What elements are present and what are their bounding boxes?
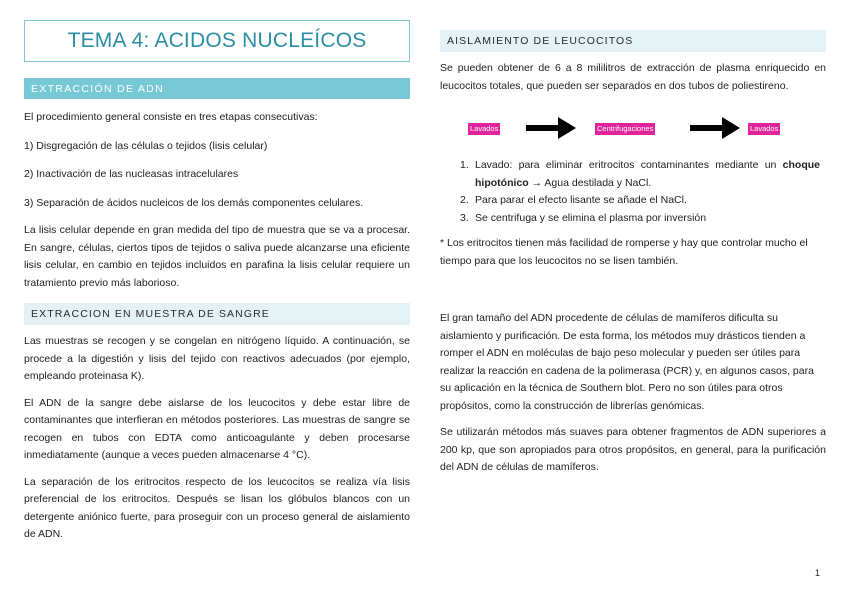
page-title: TEMA 4: ACIDOS NUCLEÍCOS [24,20,410,62]
right-column [440,30,826,477]
sangre-paragraph-3: La separación de los eritrocitos respecto de los leucocitos se realiza vía lisis preferencial de los eritrocitos. Después se lisan los glóbulos blancos con un detergente aniónico fuerte, para proseguir con un proceso general de aislamiento de ADN. [24,475,410,540]
left-column [24,20,410,544]
arrow-right-icon [526,117,576,139]
note-paragraph: * Los eritrocitos tienen más facilidad de romperse y hay que controlar mucho el tiempo para que los leucocitos no se lisen también. [440,237,808,267]
extraction-steps [24,109,410,212]
step-2: 2) Inactivación de las nucleasas intracelulares [24,168,239,180]
step-1: 1) Disgregación de las células o tejidos (lisis celular) [24,139,268,152]
section-heading-leucocitos: AISLAMIENTO DE LEUCOCITOS [440,30,826,52]
arrow-right-icon [690,117,740,139]
leucocitos-intro: Se pueden obtener de 6 a 8 mililitros de extracción de plasma enriquecido en leucocitos totales, que pueden ser separados en dos tubos de poliestireno. [440,62,826,92]
list-item-text: Lavado: para eliminar eritrocitos contaminantes mediante un [475,159,777,171]
list-item [440,157,826,192]
step-3: 3) Separación de ácidos nucleicos de los demás componentes celulares. [24,196,364,209]
list-item-text: Se centrifuga y se elimina el plasma por inversión [475,211,707,224]
sangre-paragraph-2: El ADN de la sangre debe aislarse de los leucocitos y debe estar libre de contaminantes que interfieran en métodos posteriores. Las muestras de sangre se recogen en tubos con EDTA como anticoagulante y deben procesarse inmediatamente (aunque a veces pueden almacenarse 4 °C). [24,396,410,461]
page-number: 1 [814,568,820,578]
flow-step-centrifugaciones: Centrifugaciones [597,124,654,133]
sangre-paragraph-1: Las muestras se recogen y se congelan en nitrógeno líquido. A continuación, se procede a la digestión y lisis del tejido con reactivos adecuados (por ejemplo, empleando proteinasa K). [24,335,410,382]
section-heading-sangre: EXTRACCION EN MUESTRA DE SANGRE [24,303,410,325]
process-flow-diagram [440,109,826,149]
list-item-bold: choque hipotónico [475,159,820,189]
metodos-paragraph: Se utilizarán métodos más suaves para obtener fragmentos de ADN superiores a 200 kp, que son apropiados para otros propósitos, en general, para la purificación del ADN de células de mamíferos. [440,426,826,473]
list-item-rest: → Agua destilada y NaCl. [531,176,652,189]
lisis-paragraph: La lisis celular depende en gran medida del tipo de muestra que se va a procesar. En sangre, células, ciertos tipos de tejidos o saliva puede alcanzarse una eficiente lisis celular, en cambio en tejidos incluidos en parafina la lisis celular requiere un tratamiento previo más laborioso. [24,224,410,289]
flow-step-lavados-final: Lavados [750,124,779,133]
list-number: 3. [460,211,469,224]
adn-size-paragraph: El gran tamaño del ADN procedente de células de mamíferos dificulta su aislamiento y purificación. De esta forma, los métodos muy drásticos tienden a romper el ADN en moléculas de bajo peso molecular y pueden ser útiles para realizar la reacción en cadena de la polimerasa (PCR) y, en algunos casos, para su aplicación en la técnica de Southern blot. Pero no son útiles para otros propósitos, como la construcción de librerías genómicas. [440,312,814,412]
list-number: 2. [460,194,469,206]
procedure-list [440,157,826,227]
steps-intro: El procedimiento general consiste en tres etapas consecutivas: [24,111,318,123]
section-heading-extraccion: EXTRACCIÓN DE ADN [24,78,410,99]
list-item-text: Para parar el efecto lisante se añade el NaCl. [475,194,687,206]
flow-step-lavados: Lavados [470,124,499,133]
list-item [440,192,826,210]
list-item [440,210,826,228]
list-number: 1. [460,159,469,171]
